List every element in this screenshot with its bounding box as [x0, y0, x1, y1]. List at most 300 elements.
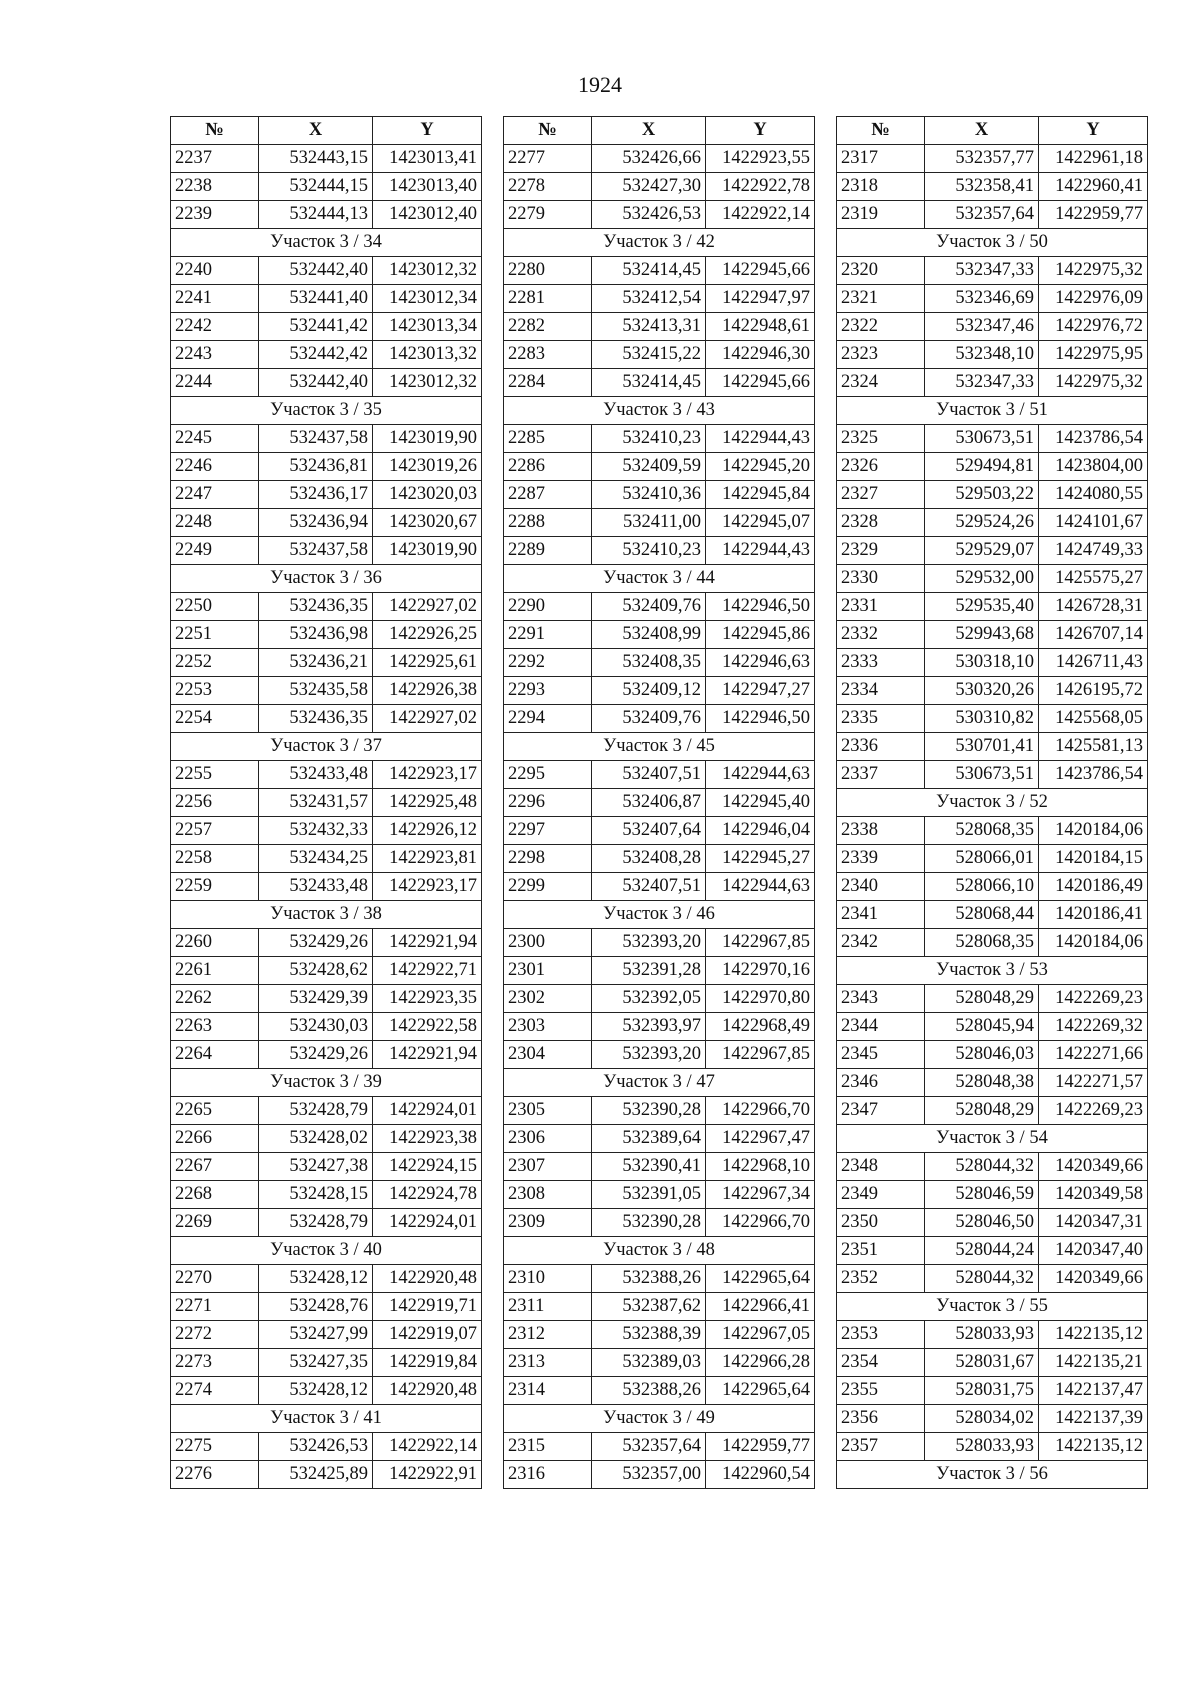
table-row	[504, 173, 815, 201]
point-number: 2315	[504, 1433, 592, 1461]
point-number: 2252	[171, 649, 259, 677]
x-value: 532390,28	[592, 1097, 706, 1125]
y-value: 1422975,95	[1039, 341, 1148, 369]
y-value: 1423012,32	[373, 257, 482, 285]
y-value: 1422922,71	[373, 957, 482, 985]
point-number: 2341	[837, 901, 925, 929]
point-number: 2264	[171, 1041, 259, 1069]
y-value: 1423013,32	[373, 341, 482, 369]
point-number: 2339	[837, 845, 925, 873]
x-value: 532406,87	[592, 789, 706, 817]
y-value: 1420186,49	[1039, 873, 1148, 901]
y-value: 1422967,85	[706, 929, 815, 957]
point-number: 2307	[504, 1153, 592, 1181]
section-row	[837, 397, 1148, 425]
x-value: 532442,40	[259, 369, 373, 397]
y-value: 1422968,49	[706, 1013, 815, 1041]
x-value: 528066,10	[925, 873, 1039, 901]
y-value: 1422924,15	[373, 1153, 482, 1181]
table-row	[504, 481, 815, 509]
x-value: 532388,26	[592, 1265, 706, 1293]
point-number: 2248	[171, 509, 259, 537]
y-value: 1422919,07	[373, 1321, 482, 1349]
y-value: 1422946,63	[706, 649, 815, 677]
table-row	[837, 705, 1148, 733]
x-value: 529494,81	[925, 453, 1039, 481]
section-label: Участок 3 / 35	[171, 397, 482, 425]
point-number: 2293	[504, 677, 592, 705]
y-value: 1423020,67	[373, 509, 482, 537]
point-number: 2278	[504, 173, 592, 201]
x-value: 532427,99	[259, 1321, 373, 1349]
table-row	[504, 593, 815, 621]
x-value: 532357,64	[592, 1433, 706, 1461]
point-number: 2245	[171, 425, 259, 453]
table-row	[837, 733, 1148, 761]
y-value: 1422926,12	[373, 817, 482, 845]
header-row	[504, 117, 815, 145]
table-row	[504, 1181, 815, 1209]
point-number: 2279	[504, 201, 592, 229]
point-number: 2309	[504, 1209, 592, 1237]
x-value: 532444,13	[259, 201, 373, 229]
point-number: 2281	[504, 285, 592, 313]
y-value: 1422961,18	[1039, 145, 1148, 173]
section-label: Участок 3 / 48	[504, 1237, 815, 1265]
point-number: 2241	[171, 285, 259, 313]
table-row	[171, 1377, 482, 1405]
x-value: 532409,76	[592, 593, 706, 621]
y-value: 1422946,50	[706, 705, 815, 733]
table-row	[837, 285, 1148, 313]
x-value: 532429,26	[259, 1041, 373, 1069]
table-row	[504, 761, 815, 789]
table-row	[171, 985, 482, 1013]
point-number: 2317	[837, 145, 925, 173]
table-row	[171, 705, 482, 733]
y-value: 1422921,94	[373, 1041, 482, 1069]
section-row	[504, 733, 815, 761]
table-row	[504, 1209, 815, 1237]
point-number: 2296	[504, 789, 592, 817]
y-value: 1422975,32	[1039, 257, 1148, 285]
point-number: 2306	[504, 1125, 592, 1153]
y-value: 1422923,38	[373, 1125, 482, 1153]
point-number: 2247	[171, 481, 259, 509]
x-value: 532428,79	[259, 1209, 373, 1237]
table-row	[504, 1041, 815, 1069]
x-value: 532441,42	[259, 313, 373, 341]
table-row	[504, 369, 815, 397]
y-value: 1422923,81	[373, 845, 482, 873]
table-row	[504, 929, 815, 957]
x-value: 532392,05	[592, 985, 706, 1013]
x-value: 530673,51	[925, 761, 1039, 789]
x-value: 528068,35	[925, 817, 1039, 845]
table-row	[504, 1125, 815, 1153]
y-value: 1420184,06	[1039, 929, 1148, 957]
y-value: 1422919,84	[373, 1349, 482, 1377]
section-label: Участок 3 / 41	[171, 1405, 482, 1433]
y-value: 1423013,34	[373, 313, 482, 341]
table-row	[837, 621, 1148, 649]
point-number: 2349	[837, 1181, 925, 1209]
x-value: 532388,26	[592, 1377, 706, 1405]
x-value: 532436,94	[259, 509, 373, 537]
y-value: 1422922,14	[706, 201, 815, 229]
table-row	[171, 1013, 482, 1041]
section-label: Участок 3 / 52	[837, 789, 1148, 817]
point-number: 2313	[504, 1349, 592, 1377]
y-value: 1423012,34	[373, 285, 482, 313]
table-row	[504, 257, 815, 285]
point-number: 2250	[171, 593, 259, 621]
x-value: 532431,57	[259, 789, 373, 817]
table-row	[837, 341, 1148, 369]
point-number: 2330	[837, 565, 925, 593]
y-value: 1422967,85	[706, 1041, 815, 1069]
y-value: 1422945,40	[706, 789, 815, 817]
y-value: 1422925,61	[373, 649, 482, 677]
section-label: Участок 3 / 50	[837, 229, 1148, 257]
x-value: 532407,51	[592, 873, 706, 901]
page-number: 1924	[578, 72, 622, 97]
table-row	[837, 1349, 1148, 1377]
point-number: 2305	[504, 1097, 592, 1125]
x-value: 532389,03	[592, 1349, 706, 1377]
table-row	[171, 1321, 482, 1349]
y-value: 1422976,72	[1039, 313, 1148, 341]
point-number: 2253	[171, 677, 259, 705]
table-row	[837, 1041, 1148, 1069]
table-row	[837, 369, 1148, 397]
y-value: 1422945,66	[706, 257, 815, 285]
y-header: Y	[1039, 117, 1148, 145]
table-row	[837, 1237, 1148, 1265]
y-value: 1422945,86	[706, 621, 815, 649]
point-number: 2336	[837, 733, 925, 761]
x-value: 529943,68	[925, 621, 1039, 649]
table-row	[504, 845, 815, 873]
table-row	[171, 1209, 482, 1237]
section-label: Участок 3 / 49	[504, 1405, 815, 1433]
table-row	[171, 677, 482, 705]
x-value: 532436,81	[259, 453, 373, 481]
table-row	[171, 509, 482, 537]
x-value: 532436,98	[259, 621, 373, 649]
y-value: 1422960,41	[1039, 173, 1148, 201]
y-value: 1422966,41	[706, 1293, 815, 1321]
table-row	[837, 1097, 1148, 1125]
point-number: 2323	[837, 341, 925, 369]
table-row	[837, 677, 1148, 705]
table-row	[837, 929, 1148, 957]
point-number: 2265	[171, 1097, 259, 1125]
y-value: 1422135,21	[1039, 1349, 1148, 1377]
table-row	[837, 1209, 1148, 1237]
x-value: 532408,28	[592, 845, 706, 873]
x-value: 532357,00	[592, 1461, 706, 1489]
x-value: 532428,76	[259, 1293, 373, 1321]
y-value: 1422271,66	[1039, 1041, 1148, 1069]
point-number: 2331	[837, 593, 925, 621]
section-label: Участок 3 / 45	[504, 733, 815, 761]
section-label: Участок 3 / 44	[504, 565, 815, 593]
x-value: 532390,41	[592, 1153, 706, 1181]
x-value: 532408,99	[592, 621, 706, 649]
x-value: 532388,39	[592, 1321, 706, 1349]
section-row	[171, 229, 482, 257]
number-header: №	[504, 117, 592, 145]
point-number: 2266	[171, 1125, 259, 1153]
y-value: 1422945,84	[706, 481, 815, 509]
point-number: 2332	[837, 621, 925, 649]
point-number: 2328	[837, 509, 925, 537]
section-row	[837, 1125, 1148, 1153]
section-row	[837, 1461, 1148, 1489]
section-row	[504, 229, 815, 257]
table-row	[171, 789, 482, 817]
table-row	[171, 621, 482, 649]
table-row	[837, 1069, 1148, 1097]
y-value: 1422946,30	[706, 341, 815, 369]
table-row	[171, 593, 482, 621]
x-value: 528044,24	[925, 1237, 1039, 1265]
x-value: 528033,93	[925, 1321, 1039, 1349]
number-header: №	[837, 117, 925, 145]
point-number: 2275	[171, 1433, 259, 1461]
y-value: 1425581,13	[1039, 733, 1148, 761]
y-value: 1422926,25	[373, 621, 482, 649]
x-value: 532426,53	[259, 1433, 373, 1461]
y-value: 1420349,66	[1039, 1265, 1148, 1293]
x-value: 532443,15	[259, 145, 373, 173]
point-number: 2292	[504, 649, 592, 677]
y-value: 1422137,47	[1039, 1377, 1148, 1405]
x-value: 532436,35	[259, 593, 373, 621]
y-value: 1422137,39	[1039, 1405, 1148, 1433]
x-value: 532393,20	[592, 929, 706, 957]
table-row	[504, 705, 815, 733]
table-row	[171, 285, 482, 313]
point-number: 2277	[504, 145, 592, 173]
y-value: 1422970,16	[706, 957, 815, 985]
y-value: 1422965,64	[706, 1265, 815, 1293]
y-value: 1426707,14	[1039, 621, 1148, 649]
x-value: 528033,93	[925, 1433, 1039, 1461]
point-number: 2334	[837, 677, 925, 705]
table-row	[837, 1265, 1148, 1293]
x-value: 532390,28	[592, 1209, 706, 1237]
y-value: 1422966,70	[706, 1209, 815, 1237]
x-value: 532391,28	[592, 957, 706, 985]
point-number: 2280	[504, 257, 592, 285]
x-value: 528034,02	[925, 1405, 1039, 1433]
y-value: 1423019,90	[373, 425, 482, 453]
x-value: 528066,01	[925, 845, 1039, 873]
x-value: 532413,31	[592, 313, 706, 341]
y-value: 1422944,43	[706, 537, 815, 565]
y-value: 1422946,04	[706, 817, 815, 845]
table-row	[504, 145, 815, 173]
point-number: 2299	[504, 873, 592, 901]
section-label: Участок 3 / 36	[171, 565, 482, 593]
y-value: 1426728,31	[1039, 593, 1148, 621]
x-value: 532412,54	[592, 285, 706, 313]
x-value: 532428,79	[259, 1097, 373, 1125]
y-value: 1422269,23	[1039, 985, 1148, 1013]
x-value: 529529,07	[925, 537, 1039, 565]
y-value: 1422947,27	[706, 677, 815, 705]
x-value: 532441,40	[259, 285, 373, 313]
table-row	[837, 509, 1148, 537]
y-header: Y	[373, 117, 482, 145]
table-row	[837, 761, 1148, 789]
y-value: 1422947,97	[706, 285, 815, 313]
y-value: 1422269,23	[1039, 1097, 1148, 1125]
y-value: 1422967,34	[706, 1181, 815, 1209]
table-row	[171, 1153, 482, 1181]
x-value: 528045,94	[925, 1013, 1039, 1041]
x-value: 532435,58	[259, 677, 373, 705]
x-value: 529524,26	[925, 509, 1039, 537]
x-header: X	[925, 117, 1039, 145]
section-row	[504, 901, 815, 929]
y-value: 1422948,61	[706, 313, 815, 341]
x-value: 532410,23	[592, 425, 706, 453]
table-row	[171, 1293, 482, 1321]
x-value: 528044,32	[925, 1153, 1039, 1181]
table-row	[504, 285, 815, 313]
coordinate-table-1	[170, 116, 482, 1489]
table-row	[171, 1041, 482, 1069]
section-row	[837, 229, 1148, 257]
point-number: 2286	[504, 453, 592, 481]
table-row	[504, 313, 815, 341]
point-number: 2297	[504, 817, 592, 845]
x-value: 532437,58	[259, 537, 373, 565]
table-row	[504, 453, 815, 481]
y-value: 1422944,63	[706, 873, 815, 901]
table-row	[837, 1013, 1148, 1041]
x-value: 532347,46	[925, 313, 1039, 341]
y-value: 1422959,77	[706, 1433, 815, 1461]
table-row	[504, 957, 815, 985]
y-value: 1420349,66	[1039, 1153, 1148, 1181]
x-value: 528068,35	[925, 929, 1039, 957]
y-value: 1424080,55	[1039, 481, 1148, 509]
point-number: 2342	[837, 929, 925, 957]
y-value: 1422967,47	[706, 1125, 815, 1153]
section-label: Участок 3 / 47	[504, 1069, 815, 1097]
table-row	[171, 173, 482, 201]
x-header: X	[259, 117, 373, 145]
y-value: 1422135,12	[1039, 1433, 1148, 1461]
point-number: 2243	[171, 341, 259, 369]
x-value: 532347,33	[925, 257, 1039, 285]
table-row	[504, 1097, 815, 1125]
point-number: 2261	[171, 957, 259, 985]
table-row	[171, 1097, 482, 1125]
section-row	[171, 901, 482, 929]
table-row	[504, 425, 815, 453]
x-value: 532436,17	[259, 481, 373, 509]
point-number: 2268	[171, 1181, 259, 1209]
x-value: 532411,00	[592, 509, 706, 537]
x-value: 532432,33	[259, 817, 373, 845]
y-value: 1422966,28	[706, 1349, 815, 1377]
point-number: 2298	[504, 845, 592, 873]
y-value: 1422945,27	[706, 845, 815, 873]
point-number: 2301	[504, 957, 592, 985]
x-value: 532410,36	[592, 481, 706, 509]
table-row	[504, 537, 815, 565]
table-row	[504, 1293, 815, 1321]
x-value: 532434,25	[259, 845, 373, 873]
y-value: 1423012,40	[373, 201, 482, 229]
point-number: 2271	[171, 1293, 259, 1321]
table-row	[171, 257, 482, 285]
table-row	[837, 565, 1148, 593]
table-row	[171, 957, 482, 985]
y-value: 1422945,07	[706, 509, 815, 537]
x-value: 532391,05	[592, 1181, 706, 1209]
point-number: 2274	[171, 1377, 259, 1405]
x-value: 532428,62	[259, 957, 373, 985]
x-value: 532429,26	[259, 929, 373, 957]
point-number: 2237	[171, 145, 259, 173]
y-value: 1422919,71	[373, 1293, 482, 1321]
x-value: 532414,45	[592, 369, 706, 397]
section-label: Участок 3 / 51	[837, 397, 1148, 425]
point-number: 2251	[171, 621, 259, 649]
x-value: 532427,38	[259, 1153, 373, 1181]
point-number: 2350	[837, 1209, 925, 1237]
point-number: 2302	[504, 985, 592, 1013]
y-value: 1423012,32	[373, 369, 482, 397]
table-row	[504, 1321, 815, 1349]
y-value: 1424749,33	[1039, 537, 1148, 565]
table-row	[837, 425, 1148, 453]
table-row	[504, 817, 815, 845]
x-value: 532428,12	[259, 1265, 373, 1293]
y-value: 1422975,32	[1039, 369, 1148, 397]
point-number: 2242	[171, 313, 259, 341]
x-value: 532427,30	[592, 173, 706, 201]
table-row	[837, 873, 1148, 901]
point-number: 2344	[837, 1013, 925, 1041]
section-label: Участок 3 / 56	[837, 1461, 1148, 1489]
y-value: 1422923,55	[706, 145, 815, 173]
x-value: 528046,03	[925, 1041, 1039, 1069]
table-row	[171, 873, 482, 901]
y-value: 1422970,80	[706, 985, 815, 1013]
y-value: 1422946,50	[706, 593, 815, 621]
x-value: 529535,40	[925, 593, 1039, 621]
point-number: 2300	[504, 929, 592, 957]
y-value: 1422135,12	[1039, 1321, 1148, 1349]
point-number: 2321	[837, 285, 925, 313]
x-value: 530318,10	[925, 649, 1039, 677]
table-row	[171, 481, 482, 509]
table-row	[171, 341, 482, 369]
point-number: 2310	[504, 1265, 592, 1293]
y-value: 1422965,64	[706, 1377, 815, 1405]
point-number: 2276	[171, 1461, 259, 1489]
table-row	[837, 145, 1148, 173]
section-row	[171, 1069, 482, 1097]
point-number: 2258	[171, 845, 259, 873]
